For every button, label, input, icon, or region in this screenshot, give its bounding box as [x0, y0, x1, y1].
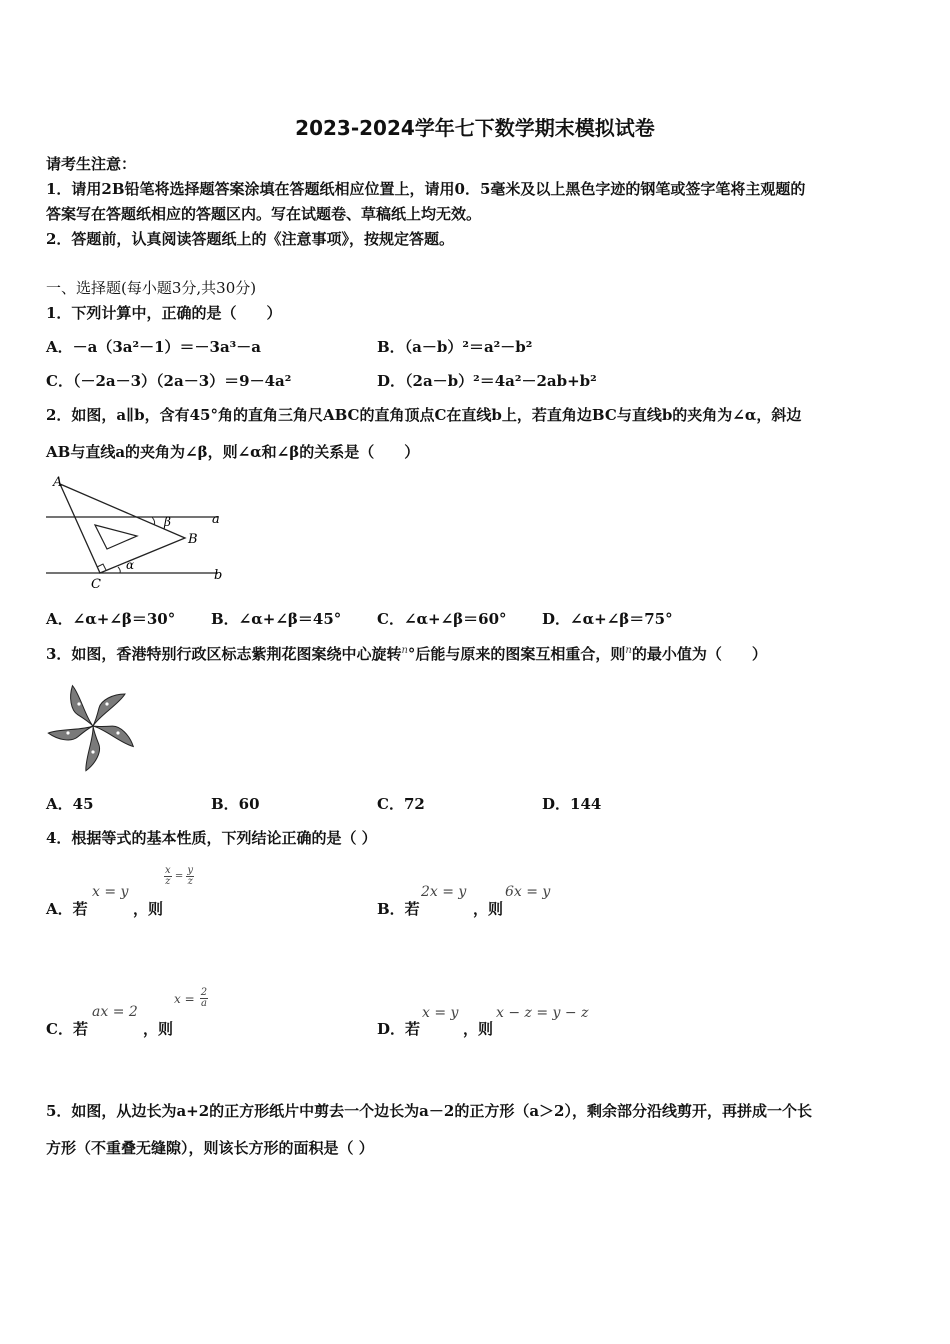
q2-option-b: B．∠α+∠β＝45°: [211, 610, 342, 628]
q4-option-b-condition: 2x = y: [421, 884, 467, 900]
q3-n-2: n: [625, 645, 632, 656]
page-title: 2023-2024学年七下数学期末模拟试卷: [295, 116, 655, 140]
section-heading: 一、选择题(每小题3分,共30分): [46, 279, 257, 297]
q2-option-a: A．∠α+∠β＝30°: [46, 610, 176, 628]
q4-option-c-then: ，则: [143, 1020, 174, 1038]
q1-option-d: D．（2a－b）²＝4a²－2ab+b²: [377, 372, 597, 390]
q4-option-a-result: $\frac{x}{z}$ = $\frac{y}{z}$: [165, 865, 194, 887]
q3-option-d: D．144: [542, 795, 602, 813]
q4-option-a-then: ，则: [133, 900, 164, 918]
q3-option-c: C．72: [377, 795, 425, 813]
q4-stem: 4．根据等式的基本性质，下列结论正确的是（ ）: [46, 829, 377, 847]
notice-item-1b: 答案写在答题纸相应的答题区内。写在试题卷、草稿纸上均无效。: [46, 205, 482, 223]
alpha-arc: [118, 567, 120, 573]
q2-stem-a: 2．如图，a∥b，含有45°角的直角三角尺ABC的直角顶点C在直线b上，若直角边BC与直线b的夹角为∠α，斜边: [46, 406, 802, 424]
q4-option-d-then: ，则: [463, 1020, 494, 1038]
q5-stem-a: 5．如图，从边长为a+2的正方形纸片中剪去一个边长为a－2的正方形（a＞2），剩余部分沿线剪开，再拼成一个长: [46, 1102, 812, 1120]
q2-option-d: D．∠α+∠β＝75°: [542, 610, 673, 628]
q3-n-1: n: [401, 645, 408, 656]
q1-stem: 1．下列计算中，正确的是（ ）: [46, 304, 282, 322]
q5-stem-b: 方形（不重叠无缝隙），则该长方形的面积是（ ）: [46, 1139, 374, 1157]
q1-option-b: B．（a－b）²＝a²－b²: [377, 338, 533, 356]
q4-option-c-result: x = $\frac{2}{a}$: [174, 987, 208, 1009]
q3-stem: [46, 643, 767, 664]
q4-option-b-result: 6x = y: [505, 884, 551, 900]
q4-option-c-label: C．若: [46, 1020, 88, 1038]
q4-option-d-result: x − z = y − z: [496, 1005, 589, 1021]
label-b: b: [214, 568, 223, 583]
notice-heading: 请考生注意：: [46, 155, 137, 173]
q4-option-c-condition: ax = 2: [92, 1004, 138, 1020]
q3-stem-pre: 3．如图，香港特别行政区标志紫荆花图案绕中心旋转: [46, 645, 402, 663]
label-beta: β: [164, 515, 171, 529]
label-C: C: [91, 577, 101, 592]
q4-option-d-label: D．若: [377, 1020, 421, 1038]
inner-triangle: [95, 525, 137, 549]
q3-stem-mid: °后能与原来的图案互相重合，则: [407, 645, 626, 663]
label-alpha: α: [126, 558, 135, 572]
label-A: A: [53, 475, 63, 490]
label-a: a: [212, 512, 220, 527]
q1-option-c: C．（－2a－3）（2a－3）＝9－4a²: [46, 372, 292, 390]
q2-option-c: C．∠α+∠β＝60°: [377, 610, 507, 628]
notice-item-1a: 1．请用2B铅笔将选择题答案涂填在答题纸相应位置上，请用0．5毫米及以上黑色字迹的钢笔或签字笔将主观题的: [46, 180, 806, 198]
bauhinia-flower-icon: [46, 680, 141, 772]
q4-option-b-then: ，则: [473, 900, 504, 918]
q4-option-d-condition: x = y: [422, 1005, 459, 1021]
q4-option-a-label: A．若: [46, 900, 88, 918]
q1-option-a: A．－a（3a²－1）＝－3a³－a: [46, 338, 261, 356]
q3-stem-post: 的最小值为（ ）: [631, 645, 767, 663]
q2-figure: [40, 470, 240, 595]
label-B: B: [188, 532, 198, 547]
q4-option-a-condition: x = y: [92, 884, 129, 900]
q4-option-b-label: B．若: [377, 900, 420, 918]
notice-item-2: 2．答题前，认真阅读答题纸上的《注意事项》，按规定答题。: [46, 230, 454, 248]
q3-option-a: A．45: [46, 795, 94, 813]
q3-option-b: B．60: [211, 795, 260, 813]
q2-stem-b: AB与直线a的夹角为∠β，则∠α和∠β的关系是（ ）: [46, 443, 420, 461]
